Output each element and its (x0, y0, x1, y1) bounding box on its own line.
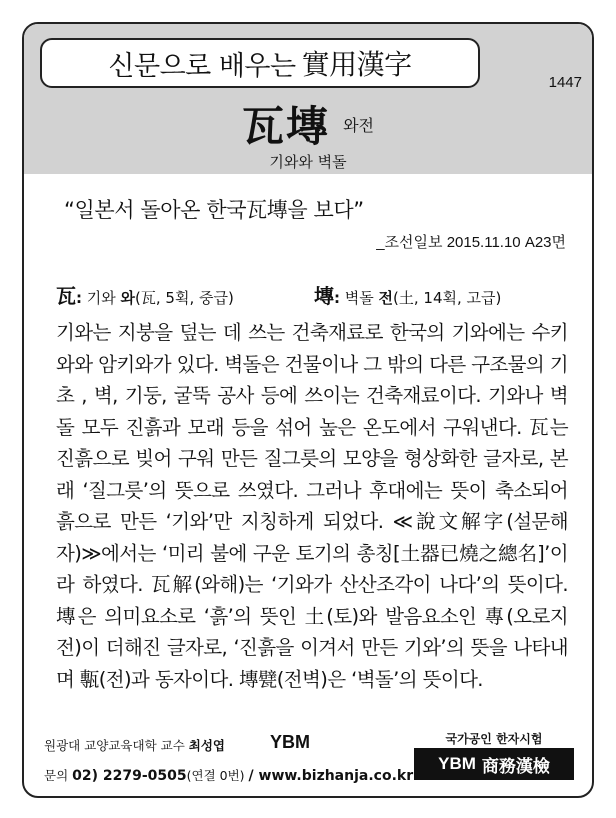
definition-item (314, 280, 501, 309)
definition-reading: 와 (120, 289, 136, 307)
headword-hanja: 瓦塼 (241, 102, 330, 151)
headword-reading: 와전 (343, 115, 375, 135)
headword-meaning: 기와와 벽돌 (269, 153, 347, 171)
series-title-hangul: 신문으로 배우는 (108, 50, 296, 82)
definition-reading: 전 (378, 289, 394, 307)
author-org: 원광대 교양교육대학 교수 (44, 738, 185, 753)
badge-logo (414, 748, 574, 780)
definition-char: 瓦 (56, 284, 76, 308)
source-citation: _조선일보 2015.11.10 A23면 (376, 234, 566, 251)
definition-colon: : (334, 289, 340, 307)
definition-colon: : (76, 289, 82, 307)
series-title-hanja: 實用漢字 (301, 48, 412, 81)
contact-website: / www.bizhanja.co.kr (248, 768, 414, 784)
author-credit (44, 736, 225, 754)
definition-meaning: 벽돌 (344, 289, 374, 307)
contact-phone: 02) 2279-0505 (72, 768, 187, 784)
exam-badge (414, 730, 574, 782)
contact-line (44, 766, 413, 784)
headword-block (24, 94, 592, 154)
definition-char: 塼 (314, 284, 334, 308)
definition-info: (瓦, 5획, 중급) (135, 289, 234, 307)
badge-brand: YBM (438, 754, 476, 773)
contact-phone-ext: (연결 0번) (186, 768, 245, 783)
badge-kanji: 商務漢檢 (481, 756, 550, 777)
contact-label: 문의 (44, 768, 69, 783)
badge-caption: 국가공인 한자시험 (445, 732, 543, 746)
definition-meaning: 기와 (86, 289, 116, 307)
ybm-logo: YBM (270, 732, 310, 752)
headline-quote: “일본서 돌아온 한국瓦塼을 보다” (64, 198, 364, 222)
article-card (22, 22, 594, 798)
author-name: 최성엽 (188, 738, 225, 753)
definition-item (56, 280, 234, 309)
definition-info: (土, 14획, 고급) (393, 289, 502, 307)
series-title-box (40, 38, 480, 88)
issue-number: 1447 (548, 74, 582, 91)
article-body: 기와는 지붕을 덮는 데 쓰는 건축재료로 한국의 기와에는 수키와와 암키와가 있다. 벽돌은 건물이나 그 밖의 다른 구조물의 기초 , 벽, 기둥, 굴뚝 공사 등에 쓰이는 건축재료이다. 기와나 벽돌 모두 진흙과 모래 등을 섞어 높은 온도에서 구워낸다. 瓦는 진흙으로 빚어 구워 만든 질그릇의 모양을 형상화한 글자로, 본래 ‘질그릇’의 뜻으로 쓰였다. 그러나 후대에는 뜻이 축소되어 흙으로 만든 ‘기와’만 지칭하게 되었다. ≪說文解字(설문해자)≫에서는 ‘미리 불에 구운 토기의 총칭[土器已燒之總名]’이라 하였다. 瓦解(와해)는 ‘기와가 산산조각이 나다’의 뜻이다. 塼은 의미요소로 ‘흙’의 뜻인 土(토)와 발음요소인 專(오로지 전)이 더해진 글자로, ‘진흙을 이겨서 만든 기와’의 뜻을 나타내며 甎(전)과 동자이다. 塼甓(전벽)은 ‘벽돌’의 뜻이다. (56, 321, 568, 691)
